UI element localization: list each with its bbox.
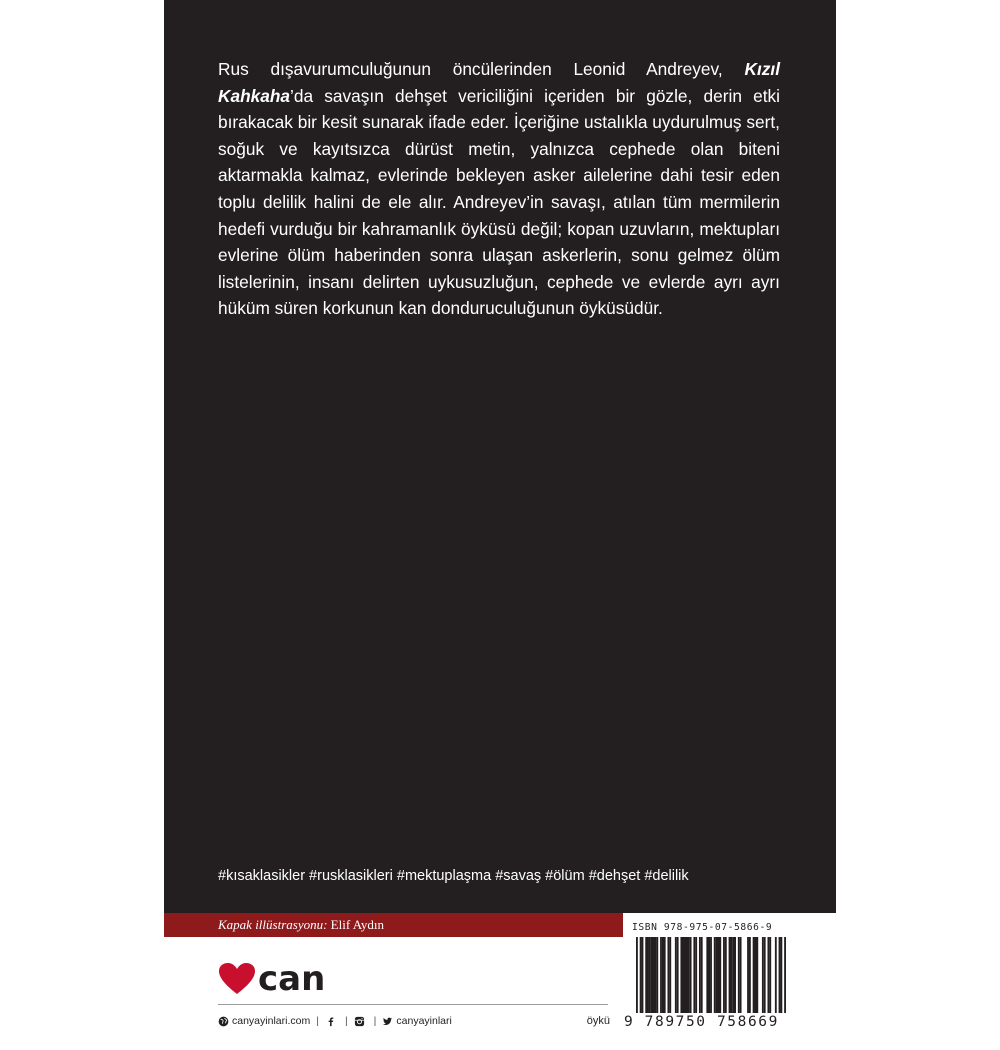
facebook-icon[interactable] [325, 1016, 336, 1027]
barcode-bar [738, 937, 740, 1013]
blurb-text [218, 56, 780, 322]
barcode-bar [677, 937, 679, 1013]
barcode-bar [747, 937, 749, 1013]
twitter-icon[interactable] [382, 1016, 393, 1027]
barcode-bar [779, 937, 781, 1013]
barcode-bar [706, 937, 710, 1013]
heart-icon [218, 962, 256, 996]
barcode-bar [656, 937, 658, 1013]
barcode-bar [645, 937, 649, 1013]
barcode-bar [680, 937, 686, 1013]
barcode-bar [675, 937, 677, 1013]
credit-label: Kapak illüstrasyonu: [218, 917, 328, 932]
barcode-bar [667, 937, 669, 1013]
barcode-bar [755, 937, 759, 1013]
barcode-bar [784, 937, 786, 1013]
barcode-bar [780, 937, 782, 1013]
globe-icon [218, 1016, 229, 1027]
book-title: Kızıl Kahkaha [218, 59, 780, 106]
barcode-bar [764, 937, 766, 1013]
barcode-digits: 9 789750 758669 [624, 1014, 779, 1030]
barcode-bar [767, 937, 769, 1013]
barcode-bar [740, 937, 742, 1013]
blurb-intro: Rus dışavurumculuğunun öncülerinden Leonid Andreyev, [218, 59, 745, 79]
website-link[interactable]: canyayinlari.com [232, 1015, 311, 1027]
barcode-bar [769, 937, 771, 1013]
barcode-bar [669, 937, 671, 1013]
barcode-bar [690, 937, 692, 1013]
barcode-bar [642, 937, 644, 1013]
hashtags: #kısaklasikler #rusklasikleri #mektuplaşma #savaş #ölüm #dehşet #delilik [218, 868, 689, 884]
barcode-bar [753, 937, 755, 1013]
illustration-credit [218, 917, 384, 933]
barcode-bar [732, 937, 736, 1013]
isbn-label: ISBN 978-975-07-5866-9 [632, 922, 773, 933]
barcode-bar [660, 937, 662, 1013]
barcode-bar [749, 937, 751, 1013]
barcode-bar [699, 937, 701, 1013]
barcode-bar [710, 937, 712, 1013]
footer-rule [218, 1004, 608, 1005]
barcode-bar [775, 937, 777, 1013]
credit-name: Elif Aydın [330, 917, 385, 932]
social-handle[interactable]: canyayinlari [396, 1015, 452, 1027]
publisher-footer: canyayinlari.com | | | canyayinlari öykü [218, 1013, 610, 1029]
barcode-bar [725, 937, 727, 1013]
genre-label: öykü [586, 1015, 610, 1027]
barcode-bar [762, 937, 764, 1013]
barcode-bar [695, 937, 697, 1013]
barcode-bar [636, 937, 638, 1013]
barcode-bar [714, 937, 716, 1013]
instagram-icon[interactable] [354, 1016, 365, 1027]
barcode-bar [651, 937, 657, 1013]
barcode-bar [640, 937, 642, 1013]
publisher-logo [218, 959, 326, 999]
barcode-bar [649, 937, 651, 1013]
barcode-bar [716, 937, 722, 1013]
publisher-wordmark: can [258, 959, 326, 999]
barcode-bar [701, 937, 703, 1013]
barcode [636, 937, 786, 1013]
barcode-bar [723, 937, 725, 1013]
barcode-bar [686, 937, 690, 1013]
barcode-bar [693, 937, 695, 1013]
barcode-bar [729, 937, 733, 1013]
blurb-body: ’da savaşın dehşet vericiliğini içeriden bir gözle, derin etki bırakacak bir kesit sunarak ifade eder. İçeriğine ustalıkla uydurulmuş sert, soğuk ve kayıtsızca dürüst metin, yalnızca cephede olan biteni aktarmakla kalmaz, evlerinde bekleyen asker ailelerine dahi tesir eden toplu delilik halini de ele alır. Andreyev’in savaşı, atılan tüm mermilerin hedefi vurduğu bir kahramanlık öyküsü değil; kopan uzuvların, mektupları evlerine ölüm haberinden sonra ulaşan askerlerin, sonu gelmez ölüm listelerinin, insanı delirten uykusuzluğun, cephede ve evlerde ayrı ayrı hüküm süren korkunun kan donduruculuğunun öyküsüdür. [218, 85, 780, 319]
barcode-bar [662, 937, 666, 1013]
